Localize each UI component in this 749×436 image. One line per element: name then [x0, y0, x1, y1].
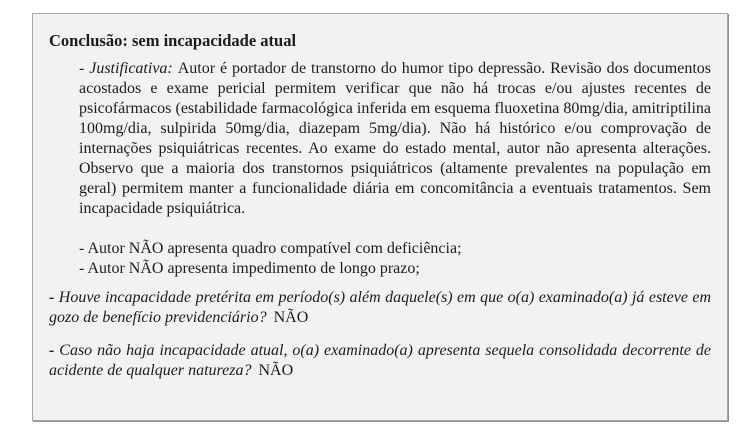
conclusion-box	[32, 13, 728, 421]
question-text: Caso não haja incapacidade atual, o(a) examinado(a) apresenta sequela consolidada decorrente de acidente de qualquer natureza?	[49, 342, 712, 379]
question-incapacidade-preterita	[49, 288, 711, 328]
justificativa-dash: -	[79, 60, 85, 77]
justificativa-label: Justificativa:	[89, 60, 173, 77]
justificativa-paragraph	[79, 59, 711, 219]
findings-list	[79, 239, 711, 279]
finding-item-impedimento: - Autor NÃO apresenta impedimento de longo prazo;	[79, 260, 420, 277]
question-answer: NÃO	[273, 309, 309, 326]
question-sequela-consolidada	[49, 341, 711, 381]
question-dash: -	[49, 342, 55, 359]
justificativa-text: Autor é portador de transtorno do humor tipo depressão. Revisão dos documentos acostados e exame pericial permitem verificar que não há trocas e/ou ajustes recentes de psicofármacos (estabilidade farmacológica inferida em esquema fluoxetina 80mg/dia, amitriptilina 100mg/dia, sulpirida 50mg/dia, diazepam 5mg/dia). Não há histórico e/ou comprovação de internações psiquiátricas recentes. Ao exame do estado mental, autor não apresenta alterações. Observo que a maioria dos transtornos psiquiátricos (altamente prevalentes na população em geral) permitem manter a funcionalidade diária em concomitância a eventuais tratamentos. Sem incapacidade psiquiátrica.	[79, 60, 711, 217]
question-text: Houve incapacidade pretérita em período(s) além daquele(s) em que o(a) examinado(a) já esteve em gozo de benefício previdenciário?	[49, 289, 712, 326]
finding-item-deficiencia: - Autor NÃO apresenta quadro compatível com deficiência;	[79, 240, 462, 257]
conclusion-heading: Conclusão: sem incapacidade atual	[49, 31, 297, 50]
question-dash: -	[49, 289, 55, 306]
question-answer: NÃO	[258, 362, 294, 379]
